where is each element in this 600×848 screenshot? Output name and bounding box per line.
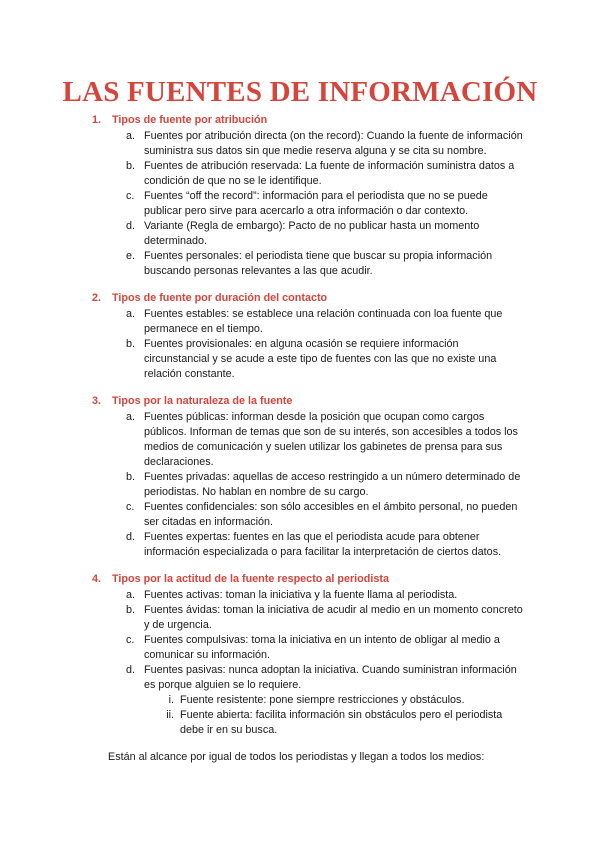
item-text: Fuentes “off the record”: información para el periodista que no se puede publicar pero sirve para acercarlo a otra información o dar contexto. xyxy=(144,190,488,217)
item-text: Fuentes privadas: aquellas de acceso restringido a un número determinado de periodistas. No hablan en nombre de su cargo. xyxy=(144,471,521,498)
item-marker: a. xyxy=(126,589,136,601)
item-marker: a. xyxy=(126,411,136,423)
item-marker: a. xyxy=(126,130,136,142)
section-attribution xyxy=(92,113,524,279)
section-source-attitude xyxy=(92,572,524,738)
item-marker: b. xyxy=(126,471,136,483)
sub-item-marker: ii. xyxy=(166,709,174,721)
sub-list-item xyxy=(92,693,524,708)
item-text: Fuentes ávidas: toman la iniciativa de acudir al medio en un momento concreto y de urgencia. xyxy=(144,604,523,631)
item-marker: b. xyxy=(126,338,136,350)
item-text: Fuentes provisionales: en alguna ocasión se requiere información circunstancial y se acude a este tipo de fuentes con las que no existe una relación constante. xyxy=(144,338,497,380)
item-marker: d. xyxy=(126,220,136,232)
item-text: Fuentes estables: se establece una relación continuada con loa fuente que permanece en el tiempo. xyxy=(144,308,503,335)
item-text: Fuentes públicas: informan desde la posición que ocupan como cargos públicos. Informan de temas que son de su interés, son accesibles a todos los medios de comunicación y suelen utilizar los gabinetes de prensa para sus declaraciones. xyxy=(144,411,518,468)
list-item xyxy=(92,603,524,633)
item-text: Fuentes confidenciales: son sólo accesibles en el ámbito personal, no pueden ser citadas en información. xyxy=(144,501,518,528)
item-marker: b. xyxy=(126,160,136,172)
item-marker: d. xyxy=(126,531,136,543)
item-marker: c. xyxy=(126,190,135,202)
list-item xyxy=(92,189,524,219)
sub-item-marker: i. xyxy=(168,694,174,706)
list-item xyxy=(92,633,524,663)
section-title: Tipos de fuente por atribución xyxy=(112,114,268,126)
section-number: 1. xyxy=(92,114,102,126)
item-marker: c. xyxy=(126,634,135,646)
section-contact-duration xyxy=(92,291,524,382)
section-number: 3. xyxy=(92,395,102,407)
item-text: Variante (Regla de embargo): Pacto de no publicar hasta un momento determinado. xyxy=(144,220,480,247)
item-marker: c. xyxy=(126,501,135,513)
item-marker: b. xyxy=(126,604,136,616)
list-item xyxy=(92,588,524,603)
list-item xyxy=(92,410,524,470)
section-heading xyxy=(92,291,524,306)
sub-item-text: Fuente abierta: facilita información sin obstáculos pero el periodista debe ir en su busca. xyxy=(180,709,503,736)
closing-paragraph: Están al alcance por igual de todos los periodistas y llegan a todos los medios: xyxy=(108,751,485,763)
item-marker: a. xyxy=(126,308,136,320)
list-item xyxy=(92,307,524,337)
section-title: Tipos de fuente por duración del contacto xyxy=(112,292,328,304)
list-item xyxy=(92,500,524,530)
section-number: 2. xyxy=(92,292,102,304)
list-item xyxy=(92,129,524,159)
item-marker: e. xyxy=(126,250,136,262)
item-text: Fuentes personales: el periodista tiene que buscar su propia información buscando personas relevantes a las que acudir. xyxy=(144,250,493,277)
sub-item-text: Fuente resistente: pone siempre restricciones y obstáculos. xyxy=(180,694,465,706)
item-text: Fuentes pasivas: nunca adoptan la iniciativa. Cuando suministran información es porque alguien se lo requiere. xyxy=(144,664,517,691)
list-item xyxy=(92,470,524,500)
section-heading xyxy=(92,572,524,587)
section-title: Tipos por la actitud de la fuente respecto al periodista xyxy=(112,573,389,585)
list-item xyxy=(92,663,524,693)
document-body xyxy=(92,113,524,765)
list-item xyxy=(92,530,524,560)
item-text: Fuentes expertas: fuentes en las que el periodista acude para obtener información especializada o para facilitar la interpretación de ciertos datos. xyxy=(144,531,502,558)
list-item xyxy=(92,337,524,382)
section-title: Tipos por la naturaleza de la fuente xyxy=(112,395,293,407)
section-source-nature xyxy=(92,394,524,560)
list-item xyxy=(92,159,524,189)
section-number: 4. xyxy=(92,573,102,585)
page-title: LAS FUENTES DE INFORMACIÓN xyxy=(62,76,538,108)
list-item xyxy=(92,249,524,279)
item-marker: d. xyxy=(126,664,136,676)
item-text: Fuentes de atribución reservada: La fuente de información suministra datos a condición de que no se le identifique. xyxy=(144,160,515,187)
item-text: Fuentes activas: toman la iniciativa y la fuente llama al periodista. xyxy=(144,589,458,601)
sub-list-item xyxy=(92,708,524,738)
section-heading xyxy=(92,113,524,128)
list-item xyxy=(92,219,524,249)
item-text: Fuentes compulsivas: toma la iniciativa en un intento de obligar al medio a comunicar su información. xyxy=(144,634,500,661)
item-text: Fuentes por atribución directa (on the record): Cuando la fuente de información suministra sus datos sin que medie reserva alguna y se cita su nombre. xyxy=(144,130,523,157)
section-heading xyxy=(92,394,524,409)
